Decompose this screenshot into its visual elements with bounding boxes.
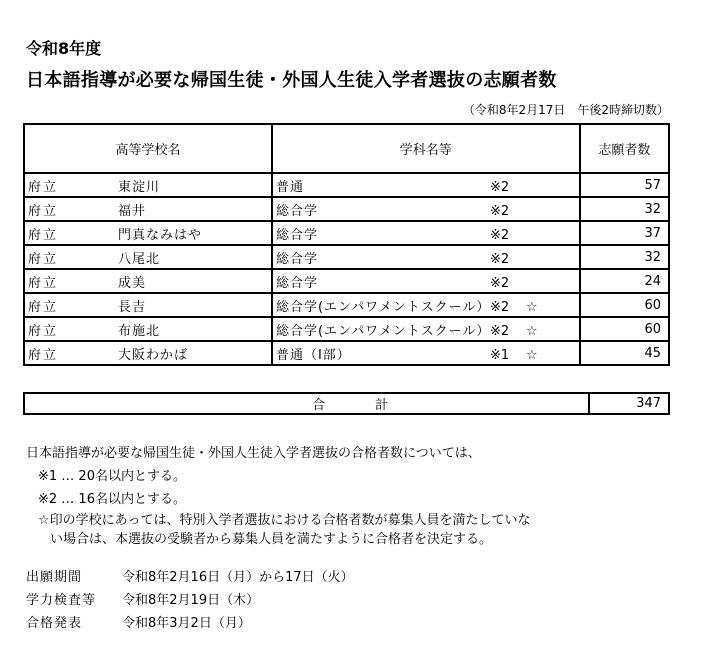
table-header-row xyxy=(24,124,669,173)
table-row xyxy=(24,221,669,245)
applicant-count: 24 xyxy=(580,269,669,293)
department-cell xyxy=(272,221,580,245)
note-star-line-2: い場合は、本選抜の受験者から募集人員を満たすように合格者を決定する。 xyxy=(50,532,493,547)
department-cell xyxy=(272,197,580,221)
department-cell xyxy=(272,317,580,341)
total-table xyxy=(23,392,670,415)
schedule-value: 令和8年2月19日（木） xyxy=(122,593,260,608)
department-name: 普通（Ⅰ部） xyxy=(275,347,351,363)
department-name: 総合学(エンパワメントスクール） xyxy=(275,323,491,339)
star-mark: ☆ xyxy=(525,299,538,315)
department-cell xyxy=(272,269,580,293)
quota-mark: ※2 xyxy=(489,299,510,315)
prefecture-label: 府立 xyxy=(28,251,59,267)
department-cell xyxy=(272,341,580,365)
school-name: 成美 xyxy=(118,275,147,291)
column-header-applicants: 志願者数 xyxy=(580,124,669,173)
schedule-label: 合格発表 xyxy=(26,616,83,631)
department-name: 総合学 xyxy=(275,275,318,291)
quota-mark: ※2 xyxy=(489,179,510,195)
quota-mark: ※2 xyxy=(489,275,510,291)
school-cell xyxy=(24,197,272,221)
school-cell xyxy=(24,173,272,197)
department-cell xyxy=(272,245,580,269)
table-row xyxy=(24,245,669,269)
department-name: 総合学 xyxy=(275,227,318,243)
school-cell xyxy=(24,317,272,341)
applicant-count: 37 xyxy=(580,221,669,245)
school-name: 長吉 xyxy=(118,299,147,315)
prefecture-label: 府立 xyxy=(28,323,59,339)
schedule-row-exam xyxy=(26,589,354,612)
note-star-line-1: ☆印の学校にあっては、特別入学者選抜における合格者数が募集人員を満たしていな xyxy=(38,513,531,528)
total-row xyxy=(24,393,669,414)
quota-mark: ※2 xyxy=(489,227,510,243)
table-row xyxy=(24,317,669,341)
school-name: 門真なみはや xyxy=(118,227,203,243)
quota-mark: ※2 xyxy=(489,251,510,267)
as-of-note: （令和8年2月17日 午後2時締切数） xyxy=(462,103,669,117)
prefecture-label: 府立 xyxy=(28,179,59,195)
school-name: 東淀川 xyxy=(118,179,161,195)
school-cell xyxy=(24,269,272,293)
page-title: 日本語指導が必要な帰国生徒・外国人生徒入学者選抜の志願者数 xyxy=(26,70,557,91)
quota-mark: ※2 xyxy=(489,203,510,219)
total-label: 合計 xyxy=(24,393,589,414)
school-cell xyxy=(24,221,272,245)
schedule-label: 学力検査等 xyxy=(26,593,97,608)
department-name: 総合学 xyxy=(275,251,318,267)
department-cell xyxy=(272,293,580,317)
school-name: 布施北 xyxy=(118,323,161,339)
school-cell xyxy=(24,341,272,365)
schedule-section xyxy=(26,566,354,635)
notes-section xyxy=(26,442,531,549)
table-row xyxy=(24,341,669,365)
school-name: 八尾北 xyxy=(118,251,161,267)
school-name: 大阪わかば xyxy=(118,347,189,363)
prefecture-label: 府立 xyxy=(28,203,59,219)
department-name: 総合学 xyxy=(275,203,318,219)
school-cell xyxy=(24,245,272,269)
department-name: 普通 xyxy=(275,179,304,195)
applicant-count: 32 xyxy=(580,197,669,221)
star-mark: ☆ xyxy=(525,347,538,363)
table-row xyxy=(24,269,669,293)
quota-mark: ※2 xyxy=(489,323,510,339)
prefecture-label: 府立 xyxy=(28,227,59,243)
table-row xyxy=(24,293,669,317)
fiscal-year-heading: 令和8年度 xyxy=(26,39,102,58)
department-name: 総合学(エンパワメントスクール） xyxy=(275,299,491,315)
applicant-count: 57 xyxy=(580,173,669,197)
applicant-count: 45 xyxy=(580,341,669,365)
prefecture-label: 府立 xyxy=(28,347,59,363)
column-header-department: 学科名等 xyxy=(272,124,580,173)
school-name: 福井 xyxy=(118,203,147,219)
school-cell xyxy=(24,293,272,317)
applicant-count: 60 xyxy=(580,317,669,341)
applicant-count: 32 xyxy=(580,245,669,269)
table-row xyxy=(24,197,669,221)
prefecture-label: 府立 xyxy=(28,299,59,315)
note-quota-1: ※1 … 20名以内とする。 xyxy=(38,469,186,484)
schedule-value: 令和8年3月2日（月） xyxy=(122,616,251,631)
department-cell xyxy=(272,173,580,197)
prefecture-label: 府立 xyxy=(28,275,59,291)
applicant-count: 60 xyxy=(580,293,669,317)
schedule-value: 令和8年2月16日（月）から17日（火） xyxy=(122,570,354,585)
table-row xyxy=(24,173,669,197)
notes-intro: 日本語指導が必要な帰国生徒・外国人生徒入学者選抜の合格者数については、 xyxy=(26,446,481,461)
total-value: 347 xyxy=(589,393,669,414)
quota-mark: ※1 xyxy=(489,347,510,363)
star-mark: ☆ xyxy=(525,323,538,339)
applicants-table xyxy=(23,123,670,366)
note-quota-2: ※2 … 16名以内とする。 xyxy=(38,492,186,507)
schedule-row-results xyxy=(26,612,354,635)
schedule-row-application xyxy=(26,566,354,589)
column-header-school: 高等学校名 xyxy=(24,124,272,173)
schedule-label: 出願期間 xyxy=(26,570,83,585)
